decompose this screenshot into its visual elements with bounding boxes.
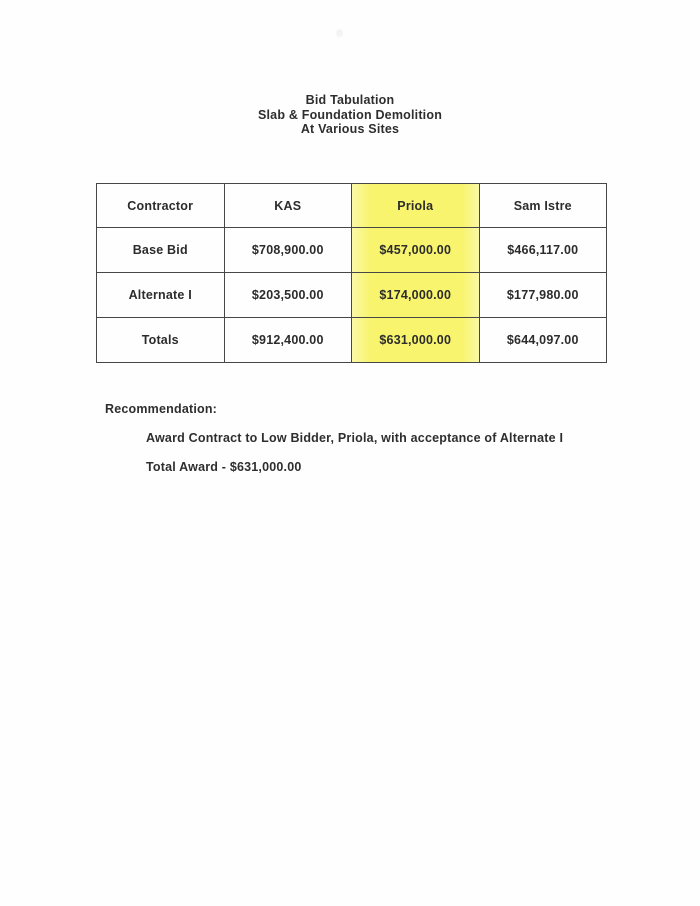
totals-sam-istre: $644,097.00 <box>479 318 607 363</box>
document-title <box>0 93 700 137</box>
table-row-alternate-1 <box>97 273 607 318</box>
title-line-1: Bid Tabulation <box>305 93 395 107</box>
header-cell-kas: KAS <box>224 184 352 228</box>
title-line-2: Slab & Foundation Demolition <box>257 107 443 122</box>
row-label-base-bid: Base Bid <box>97 228 225 273</box>
table-row-base-bid <box>97 228 607 273</box>
row-label-alternate-1: Alternate I <box>97 273 225 318</box>
alternate-1-priola: $174,000.00 <box>352 273 480 318</box>
header-cell-contractor: Contractor <box>97 184 225 228</box>
base-bid-sam-istre: $466,117.00 <box>479 228 607 273</box>
alternate-1-kas: $203,500.00 <box>224 273 352 318</box>
base-bid-kas: $708,900.00 <box>224 228 352 273</box>
header-cell-sam-istre: Sam Istre <box>479 184 607 228</box>
totals-priola: $631,000.00 <box>352 318 480 363</box>
totals-kas: $912,400.00 <box>224 318 352 363</box>
header-cell-priola: Priola <box>352 184 480 228</box>
title-line-3: At Various Sites <box>300 122 400 137</box>
table-header-row <box>97 184 607 228</box>
alternate-1-sam-istre: $177,980.00 <box>479 273 607 318</box>
table-row-totals <box>97 318 607 363</box>
scan-artifact <box>336 29 343 37</box>
base-bid-priola: $457,000.00 <box>352 228 480 273</box>
row-label-totals: Totals <box>97 318 225 363</box>
recommendation-heading: Recommendation: <box>105 402 218 416</box>
recommendation-award-line: Award Contract to Low Bidder, Priola, with acceptance of Alternate I <box>146 431 564 445</box>
bid-tabulation-table <box>96 183 607 363</box>
recommendation-total-award-line: Total Award - $631,000.00 <box>146 460 302 474</box>
